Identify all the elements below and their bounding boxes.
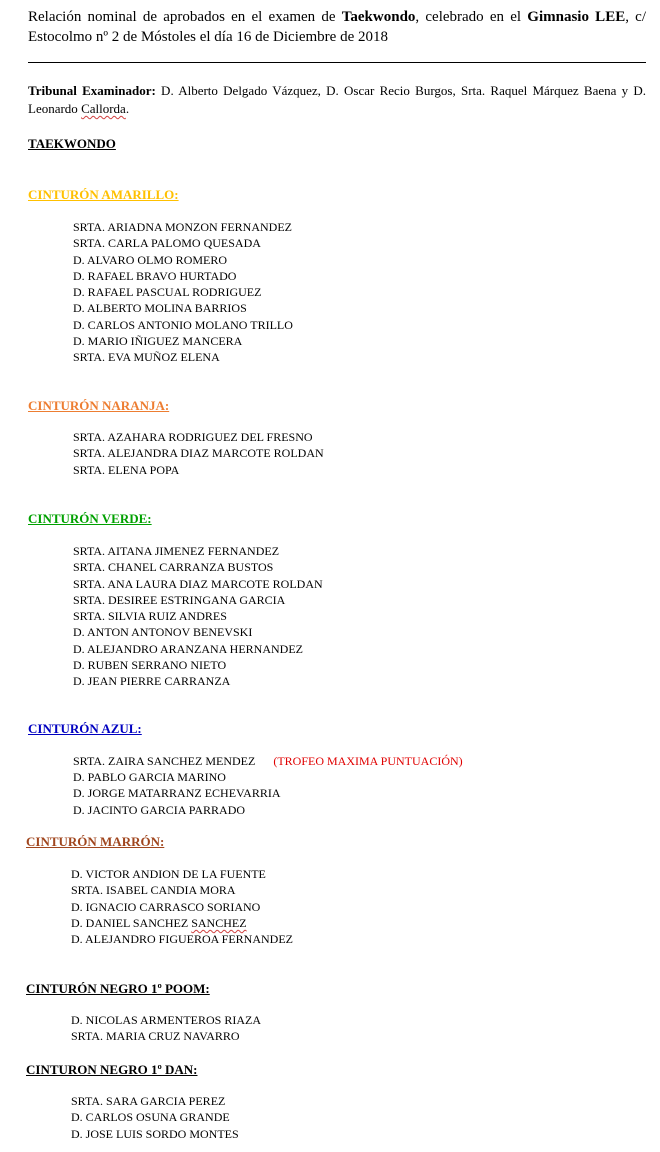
list-item: D. PABLO GARCIA MARINO xyxy=(73,770,226,784)
intro-sport: Taekwondo xyxy=(341,9,416,25)
list-item: D. NICOLAS ARMENTEROS RIAZA xyxy=(71,1013,262,1027)
tribunal-last-name: Callorda xyxy=(81,101,126,116)
intro-text-1: Relación nominal de aprobados en el examen de xyxy=(28,9,342,25)
tribunal-members: D. Alberto Delgado Vázquez, D. Oscar Recio Burgos, Srta. Raquel Márquez Baena y D. Leonardo xyxy=(28,83,647,116)
list-naranja xyxy=(73,429,324,478)
list-item: SRTA. SILVIA RUIZ ANDRES xyxy=(73,609,227,624)
list-negro-poom xyxy=(71,1012,261,1045)
heading-naranja: CINTURÓN NARANJA: xyxy=(28,398,170,413)
list-item: D. RAFAEL PASCUAL RODRIGUEZ xyxy=(73,285,262,300)
spellcheck-word: SANCHEZ xyxy=(191,915,247,930)
list-item: SRTA. CARLA PALOMO QUESADA xyxy=(73,236,261,251)
list-item: SRTA. AITANA JIMENEZ FERNANDEZ xyxy=(73,544,280,558)
trophy-winner-name: SRTA. ZAIRA SANCHEZ MENDEZ xyxy=(73,754,256,768)
list-item: D. DANIEL SANCHEZ SANCHEZ xyxy=(71,915,247,930)
list-item: D. RUBEN SERRANO NIETO xyxy=(73,658,227,673)
list-item: D. JEAN PIERRE CARRANZA xyxy=(73,674,231,689)
list-item: SRTA. AZAHARA RODRIGUEZ DEL FRESNO xyxy=(73,430,313,444)
list-item: D. ALVARO OLMO ROMERO xyxy=(73,252,228,267)
list-marron xyxy=(71,866,293,947)
list-item: D. ALBERTO MOLINA BARRIOS xyxy=(73,301,247,316)
list-item: SRTA. MARIA CRUZ NAVARRO xyxy=(71,1029,240,1044)
list-item: SRTA. DESIREE ESTRINGANA GARCIA xyxy=(73,592,286,607)
list-item: SRTA. SARA GARCIA PEREZ xyxy=(71,1094,226,1108)
list-item: D. IGNACIO CARRASCO SORIANO xyxy=(71,899,261,914)
heading-marron: CINTURÓN MARRÓN: xyxy=(26,834,165,849)
intro-text-3: , c/ Estocolmo nº 2 de Móstoles el día 16 de Diciembre de 2018 xyxy=(28,9,646,45)
intro-text-2: , celebrado en el xyxy=(415,9,528,25)
heading-azul: CINTURÓN AZUL: xyxy=(28,721,142,736)
list-item: SRTA. ANA LAURA DIAZ MARCOTE ROLDAN xyxy=(73,576,323,591)
list-item: SRTA. ARIADNA MONZON FERNANDEZ xyxy=(73,220,292,234)
intro-venue: Gimnasio LEE xyxy=(527,9,626,25)
list-item: SRTA. ISABEL CANDIA MORA xyxy=(71,883,236,898)
trophy-note: (TROFEO MAXIMA PUNTUACIÓN) xyxy=(273,754,463,768)
list-item: D. CARLOS OSUNA GRANDE xyxy=(71,1110,230,1125)
tribunal-end: . xyxy=(125,101,130,116)
list-item: D. ANTON ANTONOV BENEVSKI xyxy=(73,625,253,640)
list-item: D. CARLOS ANTONIO MOLANO TRILLO xyxy=(73,317,293,332)
header-divider xyxy=(28,62,646,63)
list-amarillo xyxy=(73,219,293,366)
list-item: SRTA. ALEJANDRA DIAZ MARCOTE ROLDAN xyxy=(73,446,324,461)
heading-amarillo: CINTURÓN AMARILLO: xyxy=(28,187,179,202)
list-item: D. JORGE MATARRANZ ECHEVARRIA xyxy=(73,786,281,801)
intro-paragraph xyxy=(28,7,646,47)
list-azul-rest xyxy=(73,769,281,818)
list-item: D. ALEJANDRO ARANZANA HERNANDEZ xyxy=(73,641,303,656)
list-item: D. JACINTO GARCIA PARRADO xyxy=(73,802,246,817)
list-item xyxy=(73,753,463,769)
list-item: D. RAFAEL BRAVO HURTADO xyxy=(73,268,237,283)
list-item: D. VICTOR ANDION DE LA FUENTE xyxy=(71,867,266,881)
list-azul xyxy=(73,753,463,769)
tribunal-paragraph xyxy=(28,82,646,118)
main-title: TAEKWONDO xyxy=(28,136,116,151)
tribunal-label: Tribunal Examinador: xyxy=(28,83,156,98)
list-item: SRTA. CHANEL CARRANZA BUSTOS xyxy=(73,560,274,575)
heading-verde: CINTURÓN VERDE: xyxy=(28,511,152,526)
list-item: D. JOSE LUIS SORDO MONTES xyxy=(71,1126,239,1141)
list-negro-dan xyxy=(71,1093,239,1142)
heading-negro-poom: CINTURÓN NEGRO 1º POOM: xyxy=(26,981,210,996)
list-item: D. MARIO IÑIGUEZ MANCERA xyxy=(73,334,243,349)
list-item: SRTA. ELENA POPA xyxy=(73,462,180,477)
heading-negro-dan: CINTURON NEGRO 1º DAN: xyxy=(26,1062,198,1077)
list-verde xyxy=(73,543,323,690)
list-item: D. ALEJANDRO FIGUEROA FERNANDEZ xyxy=(71,932,294,947)
list-item: SRTA. EVA MUÑOZ ELENA xyxy=(73,350,220,365)
